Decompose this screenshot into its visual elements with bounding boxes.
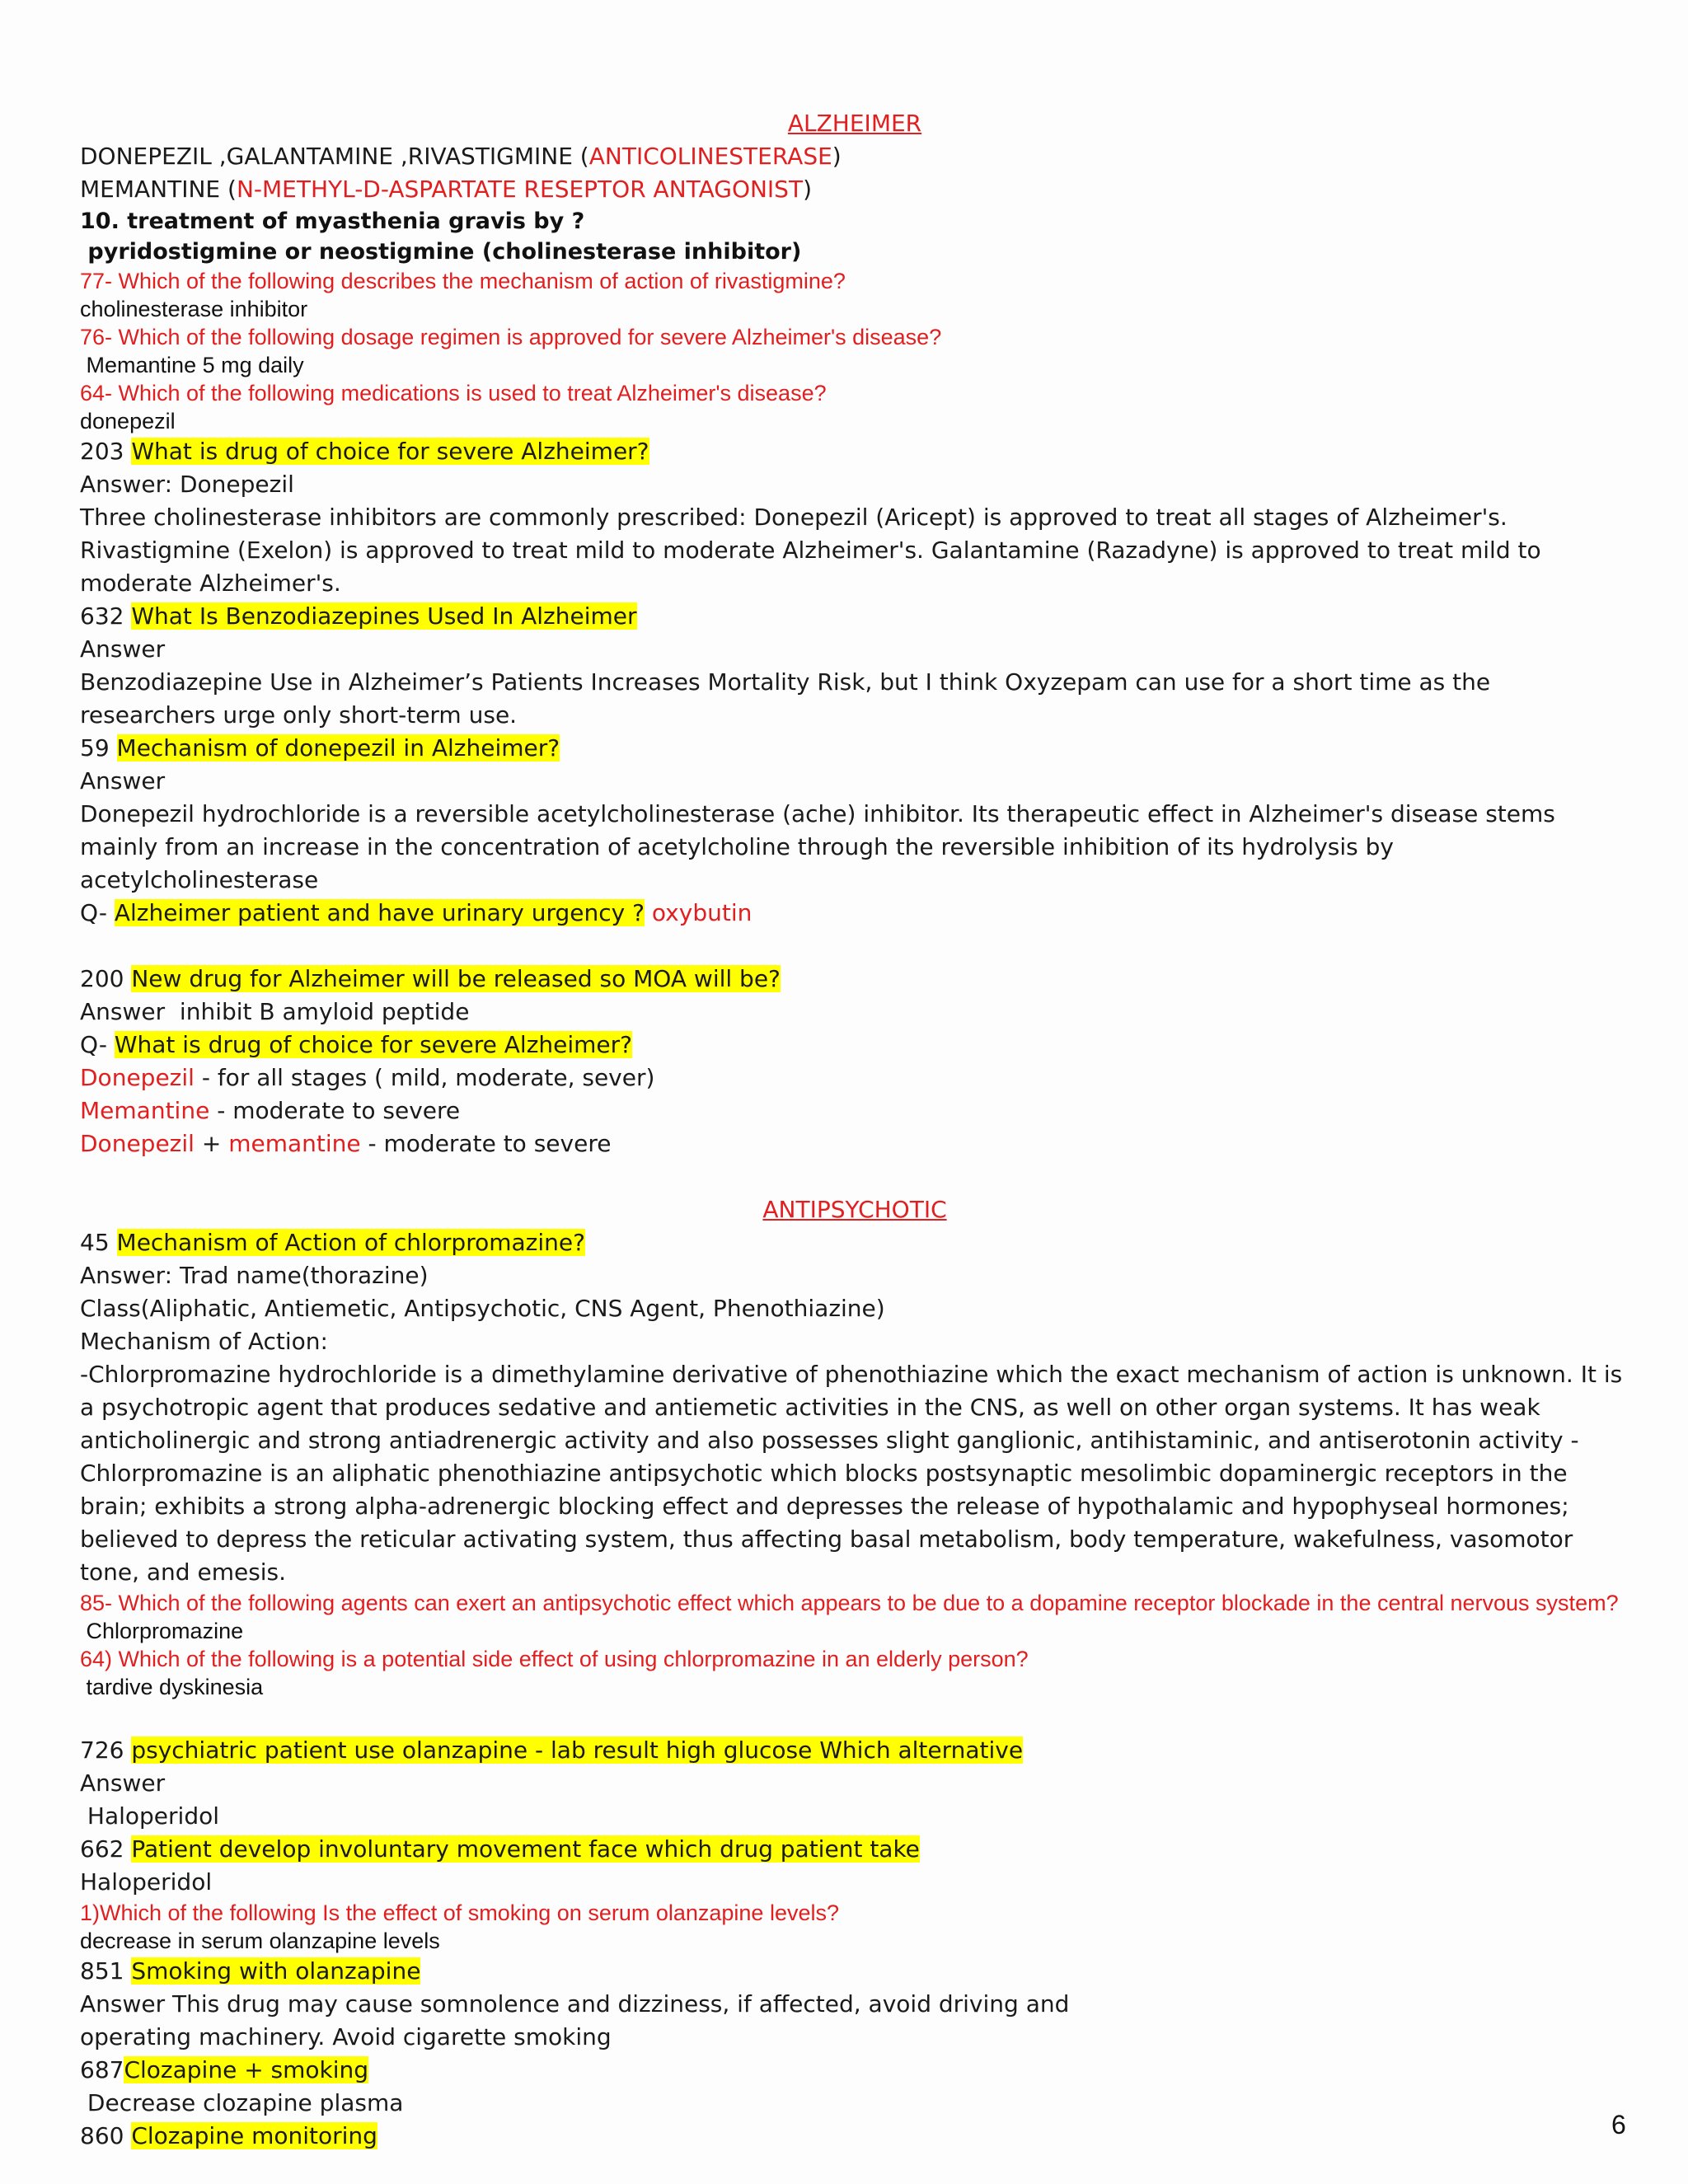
highlighted-question: Mechanism of Action of chlorpromazine? bbox=[116, 1229, 585, 1256]
answer-59: Donepezil hydrochloride is a reversible acetylcholinesterase (ache) inhibitor. Its therapeutic effect in Alzheimer's disease stems mainly from an increase in the concentration of acetylcholine through the reversible inhibition of its hydrolysis by acetylcholinesterase bbox=[80, 800, 1555, 893]
question-64b: 64) Which of the following is a potential side effect of using chlorpromazine in an elderly person? bbox=[80, 1647, 1029, 1671]
highlighted-question: What is drug of choice for severe Alzheimer? bbox=[131, 438, 649, 465]
drug-class: ANTICOLINESTERASE bbox=[588, 143, 832, 170]
answer-632: Benzodiazepine Use in Alzheimer’s Patients Increases Mortality Risk, but I think Oxyzepam can use for a short time as the researchers urge only short-term use. bbox=[80, 668, 1491, 729]
highlighted-question: What Is Benzodiazepines Used In Alzheimer bbox=[131, 602, 637, 630]
answer-myasthenia: pyridostigmine or neostigmine (cholinesterase inhibitor) bbox=[80, 239, 802, 265]
answer-203-detail: Three cholinesterase inhibitors are commonly prescribed: Donepezil (Aricept) is approved to treat all stages of Alzheimer's. Rivastigmine (Exelon) is approved to treat mild to moderate Alzheimer's. Galantamine (Razadyne) is approved to treat mild to moderate Alzheimer's. bbox=[80, 504, 1541, 597]
question-urinary: Q- Alzheimer patient and have urinary urgency ? oxybutin bbox=[80, 899, 753, 926]
question-severe: Q- What is drug of choice for severe Alzheimer? bbox=[80, 1031, 633, 1058]
highlighted-question: New drug for Alzheimer will be released so MOA will be? bbox=[131, 965, 781, 992]
question-85: 85- Which of the following agents can exert an antipsychotic effect which appears to be due to a dopamine receptor blockade in the central nervous system? bbox=[80, 1591, 1619, 1615]
stage-line-combo: Donepezil + memantine - moderate to severe bbox=[80, 1130, 612, 1157]
drug-line-cholinesterase: DONEPEZIL ,GALANTAMINE ,RIVASTIGMINE (ANTICOLINESTERASE) bbox=[80, 143, 842, 170]
answer-726: Haloperidol bbox=[80, 1802, 220, 1830]
stage-line-memantine: Memantine - moderate to severe bbox=[80, 1097, 461, 1124]
section-title-alzheimer: ALZHEIMER bbox=[787, 110, 922, 137]
highlighted-question: psychiatric patient use olanzapine - lab result high glucose Which alternative bbox=[131, 1736, 1024, 1764]
answer-label: Answer bbox=[80, 635, 166, 663]
answer-45-moa: -Chlorpromazine hydrochloride is a dimethylamine derivative of phenothiazine which the exact mechanism of action is unknown. It is a psychotropic agent that produces sedative and antiemetic activities in the CNS, as well on other organ systems. It has weak anticholinergic and strong antiadrenergic activity and also possesses slight ganglionic, antihistaminic, and antiserotonin activity -Chlorpromazine is an aliphatic phenothiazine antipsychotic which blocks postsynaptic mesolimbic dopaminergic receptors in the brain; exhibits a strong alpha-adrenergic blocking effect and depresses the release of hypothalamic and hypophyseal hormones; believed to depress the reticular activating system, thus affecting basal metabolism, body temperature, wakefulness, vasomotor tone, and emesis. bbox=[80, 1361, 1623, 1586]
answer-label: Answer bbox=[80, 767, 166, 794]
answer-1: decrease in serum olanzapine levels bbox=[80, 1929, 440, 1953]
answer-64b: tardive dyskinesia bbox=[80, 1675, 264, 1699]
section-title-antipsychotic: ANTIPSYCHOTIC bbox=[762, 1196, 947, 1223]
answer-label: Answer bbox=[80, 1769, 166, 1797]
highlighted-question: Alzheimer patient and have urinary urgency ? bbox=[114, 899, 645, 926]
answer-662: Haloperidol bbox=[80, 1868, 213, 1896]
question-myasthenia: 10. treatment of myasthenia gravis by ? bbox=[80, 209, 585, 234]
highlighted-question: What is drug of choice for severe Alzheimer? bbox=[114, 1031, 633, 1058]
answer-851: Answer This drug may cause somnolence and dizziness, if affected, avoid driving and operating machinery. Avoid cigarette smoking bbox=[80, 1990, 1070, 2050]
question-77: 77- Which of the following describes the mechanism of action of rivastigmine? bbox=[80, 269, 846, 293]
question-76: 76- Which of the following dosage regimen is approved for severe Alzheimer's disease? bbox=[80, 325, 942, 349]
highlighted-question: Clozapine monitoring bbox=[131, 2122, 377, 2149]
answer-64: donepezil bbox=[80, 409, 176, 434]
question-726: 726 psychiatric patient use olanzapine - lab result high glucose Which alternative bbox=[80, 1736, 1024, 1764]
document-page bbox=[80, 107, 1629, 2153]
page-number: 6 bbox=[1611, 2110, 1626, 2139]
question-59: 59 Mechanism of donepezil in Alzheimer? bbox=[80, 734, 560, 762]
answer-200: Answer inhibit B amyloid peptide bbox=[80, 998, 470, 1025]
answer-45-trade: Answer: Trad name(thorazine) bbox=[80, 1262, 429, 1289]
question-851: 851 Smoking with olanzapine bbox=[80, 1957, 421, 1985]
answer-85: Chlorpromazine bbox=[80, 1619, 244, 1643]
highlighted-question: Clozapine + smoking bbox=[124, 2056, 369, 2083]
question-64: 64- Which of the following medications is used to treat Alzheimer's disease? bbox=[80, 381, 827, 405]
highlighted-question: Mechanism of donepezil in Alzheimer? bbox=[116, 734, 560, 762]
question-687: 687Clozapine + smoking bbox=[80, 2056, 369, 2083]
question-860: 860 Clozapine monitoring bbox=[80, 2122, 377, 2149]
question-203: 203 What is drug of choice for severe Alzheimer? bbox=[80, 438, 649, 465]
answer-687: Decrease clozapine plasma bbox=[80, 2089, 404, 2116]
answer-76: Memantine 5 mg daily bbox=[80, 353, 304, 377]
question-632: 632 What Is Benzodiazepines Used In Alzheimer bbox=[80, 602, 637, 630]
question-1: 1)Which of the following Is the effect of smoking on serum olanzapine levels? bbox=[80, 1900, 839, 1925]
answer-77: cholinesterase inhibitor bbox=[80, 297, 308, 321]
answer-inline: oxybutin bbox=[645, 899, 753, 926]
drug-class: N-METHYL-D-ASPARTATE RESEPTOR ANTAGONIST bbox=[236, 176, 804, 203]
highlighted-question: Patient develop involuntary movement face which drug patient take bbox=[131, 1835, 920, 1863]
answer-203: Answer: Donepezil bbox=[80, 471, 294, 498]
question-662: 662 Patient develop involuntary movement face which drug patient take bbox=[80, 1835, 920, 1863]
answer-45-class: Class(Aliphatic, Antiemetic, Antipsychotic, CNS Agent, Phenothiazine) bbox=[80, 1295, 885, 1322]
question-45: 45 Mechanism of Action of chlorpromazine? bbox=[80, 1229, 585, 1256]
question-200: 200 New drug for Alzheimer will be released so MOA will be? bbox=[80, 965, 781, 992]
stage-line-donepezil: Donepezil - for all stages ( mild, moderate, sever) bbox=[80, 1064, 655, 1091]
answer-45-moa-label: Mechanism of Action: bbox=[80, 1328, 328, 1355]
drug-line-memantine: MEMANTINE (N-METHYL-D-ASPARTATE RESEPTOR ANTAGONIST) bbox=[80, 176, 812, 203]
highlighted-question: Smoking with olanzapine bbox=[131, 1957, 421, 1985]
